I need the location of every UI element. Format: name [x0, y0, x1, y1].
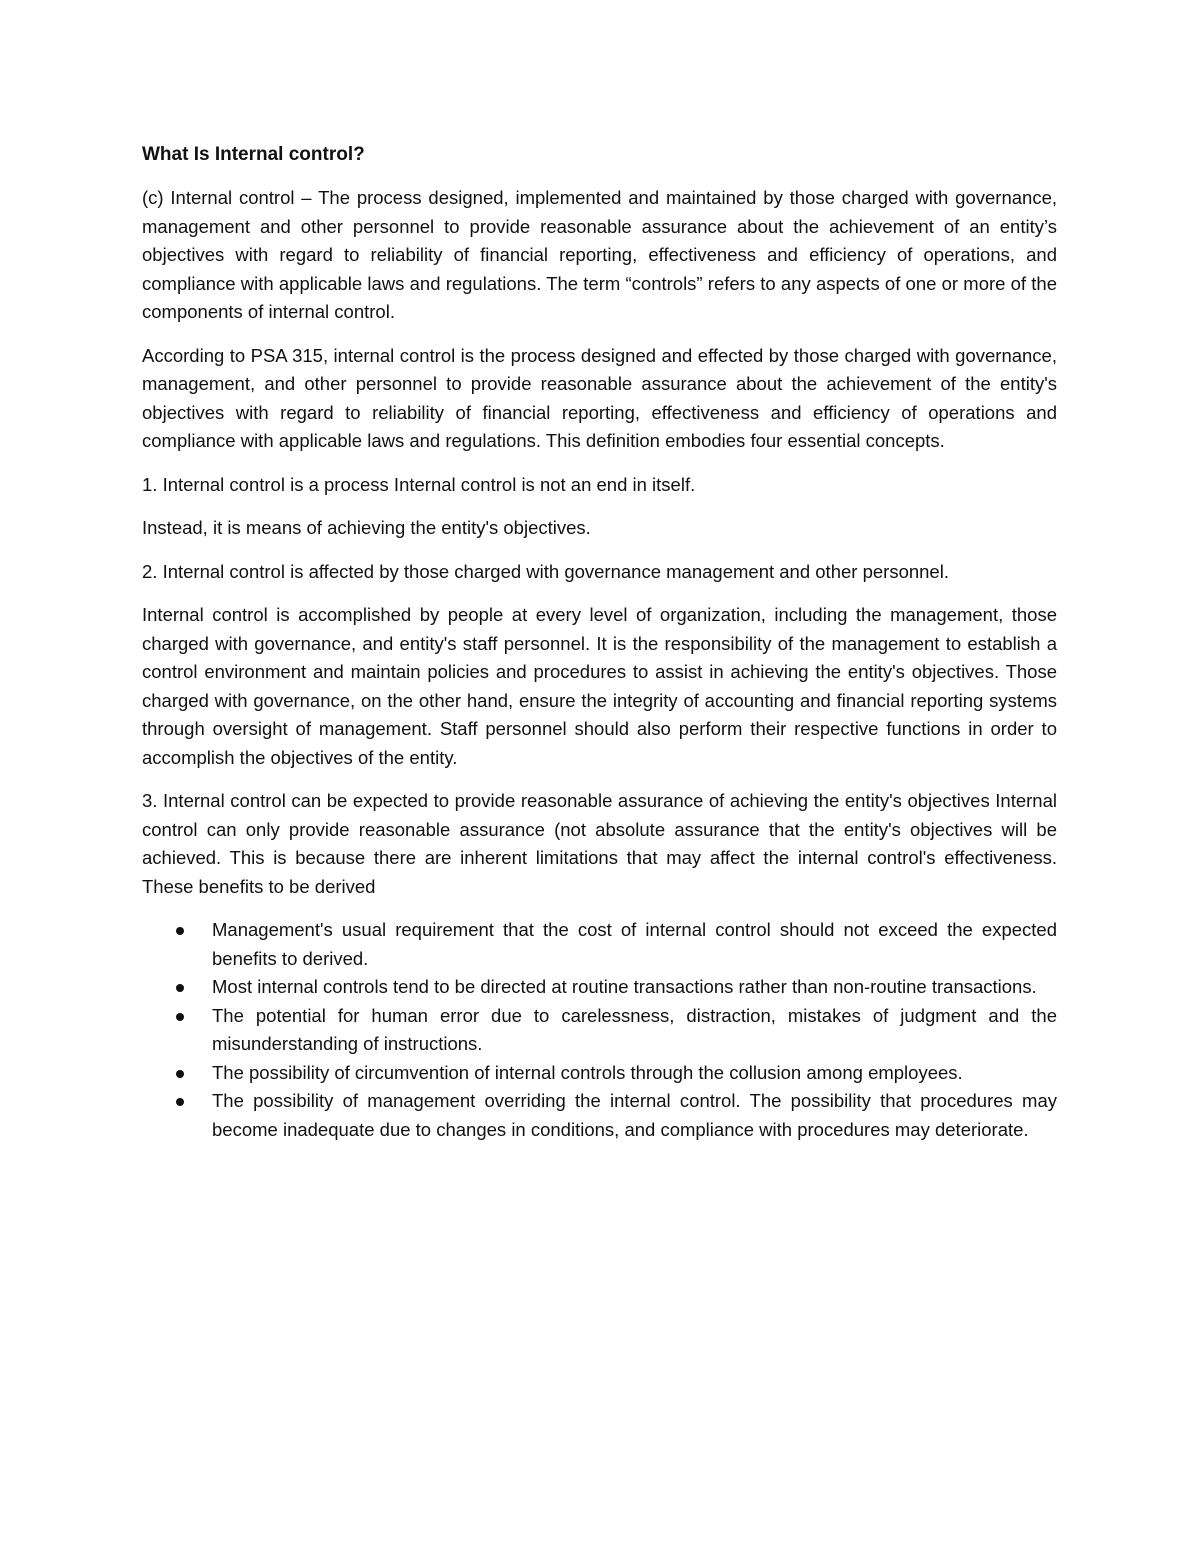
list-item-text: The potential for human error due to carelessness, distraction, mistakes of judgment and the misunderstanding of instructions.	[212, 1004, 1057, 1054]
bullet-icon	[176, 1098, 184, 1106]
paragraph-concept-2: 2. Internal control is affected by those charged with governance management and other personnel.	[142, 560, 949, 582]
list-item	[142, 973, 1057, 1002]
document-page	[142, 140, 1057, 1144]
paragraph-definition: (c) Internal control – The process designed, implemented and maintained by those charged with governance, management and other personnel to provide reasonable assurance about the achievement of an entity’s objectives with regard to reliability of financial reporting, effectiveness and efficiency of operations, and compliance with applicable laws and regulations. The term “controls” refers to any aspects of one or more of the components of internal control.	[142, 187, 1057, 322]
bullet-icon	[176, 1070, 184, 1078]
paragraph-concept-2-detail: Internal control is accomplished by people at every level of organization, including the management, those charged with governance, and entity's staff personnel. It is the responsibility of the management to establish a control environment and maintain policies and procedures to assist in achieving the entity's objectives. Those charged with governance, on the other hand, ensure the integrity of accounting and financial reporting systems through oversight of management. Staff personnel should also perform their respective functions in order to accomplish the objectives of the entity.	[142, 604, 1057, 768]
list-item	[142, 916, 1057, 973]
paragraph-concept-1-detail: Instead, it is means of achieving the entity's objectives.	[142, 517, 591, 538]
list-item-text: The possibility of management overriding the internal control. The possibility that procedures may become inadequate due to changes in conditions, and compliance with procedures may deteriorate.	[212, 1090, 1057, 1140]
list-item-text: Most internal controls tend to be directed at routine transactions rather than non-routine transactions.	[212, 976, 1037, 997]
limitations-list	[142, 916, 1057, 1144]
paragraph-concept-1: 1. Internal control is a process Internal control is not an end in itself.	[142, 473, 696, 495]
paragraph-concept-3: 3. Internal control can be expected to provide reasonable assurance of achieving the entity's objectives Internal control can only provide reasonable assurance (not absolute assurance that the entity's objectives will be achieved. This is because there are inherent limitations that may affect the internal control's effectiveness. These benefits to be derived	[142, 790, 1057, 897]
list-item	[142, 1059, 1057, 1088]
paragraph-psa-315: According to PSA 315, internal control is the process designed and effected by those charged with governance, management, and other personnel to provide reasonable assurance about the achievement of the entity's objectives with regard to reliability of financial reporting, effectiveness and efficiency of operations and compliance with applicable laws and regulations. This definition embodies four essential concepts.	[142, 344, 1057, 451]
list-item-text: The possibility of circumvention of internal controls through the collusion among employees.	[212, 1061, 963, 1083]
bullet-icon	[176, 1013, 184, 1021]
document-title: What Is Internal control?	[142, 144, 365, 165]
bullet-icon	[176, 927, 184, 935]
list-item	[142, 1087, 1057, 1144]
list-item-text: Management's usual requirement that the cost of internal control should not exceed the expected benefits to derived.	[212, 919, 1057, 969]
bullet-icon	[176, 984, 184, 992]
list-item	[142, 1002, 1057, 1059]
